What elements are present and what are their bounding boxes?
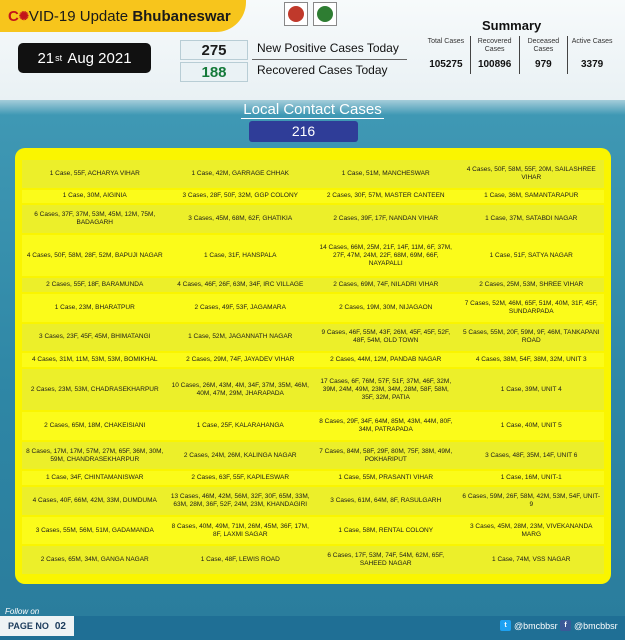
table-row bbox=[22, 353, 604, 367]
follow-on-label: Follow on bbox=[5, 607, 40, 616]
table-cell: 1 Case, 36M, SAMANTARAPUR bbox=[459, 190, 605, 204]
bmc-logo-icon bbox=[313, 2, 337, 26]
title-c: C bbox=[8, 7, 19, 25]
title-city: Bhubaneswar bbox=[132, 7, 231, 25]
table-row bbox=[22, 235, 604, 276]
table-cell: 2 Cases, 55F, 18F, BARAMUNDA bbox=[22, 278, 168, 292]
table-cell: 1 Case, 51F, SATYA NAGAR bbox=[459, 235, 605, 276]
table-cell: 1 Case, 58M, RENTAL COLONY bbox=[313, 517, 459, 545]
table-cell: 3 Cases, 23F, 45F, 45M, BHIMATANGI bbox=[22, 324, 168, 352]
table-row bbox=[22, 190, 604, 204]
table-cell: 4 Cases, 50F, 58M, 28F, 52M, BAPUJI NAGAR bbox=[22, 235, 168, 276]
table-cell: 1 Case, 48F, LEWIS ROAD bbox=[168, 546, 314, 574]
new-positive-label: New Positive Cases Today bbox=[257, 41, 399, 55]
table-cell: 7 Cases, 84M, 58F, 29F, 80M, 75F, 38M, 49M, POKHARIPUT bbox=[313, 442, 459, 470]
table-cell: 1 Case, 37M, SATABDI NAGAR bbox=[459, 205, 605, 233]
summary-table bbox=[422, 36, 616, 74]
page-number-box bbox=[0, 616, 74, 636]
date-rest: Aug 2021 bbox=[67, 49, 132, 67]
facebook-link[interactable] bbox=[560, 620, 618, 631]
table-cell: 4 Cases, 31M, 11M, 53M, 53M, BOMIKHAL bbox=[22, 353, 168, 367]
table-cell: 3 Cases, 48F, 35M, 14F, UNIT 6 bbox=[459, 442, 605, 470]
summary-value: 100896 bbox=[477, 59, 512, 70]
title-covid: VID-19 Update bbox=[28, 7, 129, 25]
page-label: PAGE NO bbox=[8, 621, 49, 631]
odisha-logo-icon bbox=[284, 2, 308, 26]
table-cell: 17 Cases, 6F, 76M, 57F, 51F, 37M, 46F, 32M, 39M, 24M, 49M, 23M, 34M, 28M, 58F, 58M, 35F, 32M, PATIA bbox=[313, 369, 459, 410]
virus-icon: ✺ bbox=[18, 9, 29, 23]
table-cell: 2 Cases, 24M, 26M, KALINGA NAGAR bbox=[168, 442, 314, 470]
table-cell: 3 Cases, 28F, 50F, 32M, GGP COLONY bbox=[168, 190, 314, 204]
page-number: 02 bbox=[54, 620, 66, 632]
table-cell: 13 Cases, 46M, 42M, 56M, 32F, 30F, 65M, 33M, 63M, 28M, 36F, 52F, 24M, 23M, KHANDAGIRI bbox=[168, 487, 314, 515]
table-cell: 1 Case, 40M, UNIT 5 bbox=[459, 412, 605, 440]
table-row bbox=[22, 160, 604, 188]
table-row bbox=[22, 517, 604, 545]
table-cell: 4 Cases, 50F, 58M, 55F, 20M, SAILASHREE VIHAR bbox=[459, 160, 605, 188]
page-title bbox=[0, 0, 246, 32]
table-cell: 2 Cases, 65M, 34M, GANGA NAGAR bbox=[22, 546, 168, 574]
table-cell: 1 Case, 34F, CHINTAMANISWAR bbox=[22, 471, 168, 485]
table-cell: 10 Cases, 26M, 43M, 4M, 34F, 37M, 35M, 46M, 40M, 47M, 29M, JHARAPADA bbox=[168, 369, 314, 410]
new-positive-count: 275 bbox=[180, 40, 248, 60]
summary-value: 3379 bbox=[581, 59, 604, 70]
table-cell: 2 Cases, 49F, 53F, JAGAMARA bbox=[168, 294, 314, 322]
cases-table-body bbox=[22, 160, 604, 574]
cases-panel bbox=[15, 148, 611, 584]
table-cell: 6 Cases, 37F, 37M, 53M, 45M, 12M, 75M, BADAGARH bbox=[22, 205, 168, 233]
table-cell: 1 Case, 39M, UNIT 4 bbox=[459, 369, 605, 410]
table-cell: 6 Cases, 17F, 53M, 74F, 54M, 62M, 65F, SAHEED NAGAR bbox=[313, 546, 459, 574]
table-cell: 3 Cases, 45M, 28M, 23M, VIVEKANANDA MARG bbox=[459, 517, 605, 545]
summary-title: Summary bbox=[482, 18, 542, 33]
table-row bbox=[22, 487, 604, 515]
table-row bbox=[22, 412, 604, 440]
table-row bbox=[22, 278, 604, 292]
table-cell: 1 Case, 52M, JAGANNATH NAGAR bbox=[168, 324, 314, 352]
table-row bbox=[22, 471, 604, 485]
table-cell: 2 Cases, 25M, 53M, SHREE VIHAR bbox=[459, 278, 605, 292]
summary-value: 979 bbox=[535, 59, 552, 70]
table-cell: 1 Case, 23M, BHARATPUR bbox=[22, 294, 168, 322]
summary-label: Active Cases bbox=[571, 38, 613, 45]
facebook-icon: f bbox=[560, 620, 571, 631]
table-cell: 1 Case, 30M, AIGINIA bbox=[22, 190, 168, 204]
summary-label: Deceased Cases bbox=[527, 38, 560, 53]
table-cell: 8 Cases, 40M, 49M, 71M, 26M, 45M, 36F, 17M, 8F, LAXMI SAGAR bbox=[168, 517, 314, 545]
summary-label: Recovered Cases bbox=[477, 38, 512, 53]
table-cell: 1 Case, 31F, HANSPALA bbox=[168, 235, 314, 276]
table-cell: 2 Cases, 39F, 17F, NANDAN VIHAR bbox=[313, 205, 459, 233]
table-cell: 2 Cases, 63F, 55F, KAPILESWAR bbox=[168, 471, 314, 485]
table-cell: 1 Case, 55F, ACHARYA VIHAR bbox=[22, 160, 168, 188]
table-cell: 14 Cases, 66M, 25M, 21F, 14F, 11M, 6F, 37M, 27F, 47M, 24M, 22F, 68M, 69M, 66F, NAYAPALLI bbox=[313, 235, 459, 276]
facebook-handle: @bmcbbsr bbox=[574, 620, 618, 631]
table-cell: 2 Cases, 69M, 74F, NILADRI VIHAR bbox=[313, 278, 459, 292]
table-cell: 3 Cases, 55M, 56M, 51M, GADAMANDA bbox=[22, 517, 168, 545]
table-cell: 1 Case, 16M, UNIT-1 bbox=[459, 471, 605, 485]
summary-active bbox=[567, 36, 616, 74]
logos bbox=[284, 2, 337, 26]
table-row bbox=[22, 442, 604, 470]
table-cell: 1 Case, 25F, KALARAHANGA bbox=[168, 412, 314, 440]
table-cell: 9 Cases, 46F, 55M, 43F, 26M, 45F, 45F, 52F, 48F, 54M, OLD TOWN bbox=[313, 324, 459, 352]
table-row bbox=[22, 546, 604, 574]
cases-table bbox=[22, 158, 604, 576]
local-contact-count: 216 bbox=[249, 121, 358, 142]
table-cell: 1 Case, 51M, MANCHESWAR bbox=[313, 160, 459, 188]
table-cell: 5 Cases, 55M, 20F, 59M, 9F, 46M, TANKAPANI ROAD bbox=[459, 324, 605, 352]
table-cell: 3 Cases, 45M, 68M, 62F, GHATIKIA bbox=[168, 205, 314, 233]
divider bbox=[252, 59, 407, 60]
local-contact-title bbox=[0, 101, 625, 118]
table-cell: 8 Cases, 17M, 17M, 57M, 27M, 65F, 36M, 30M, 59M, CHANDRASEKHARPUR bbox=[22, 442, 168, 470]
table-cell: 6 Cases, 59M, 26F, 58M, 42M, 53M, 54F, UNIT-9 bbox=[459, 487, 605, 515]
date-box bbox=[18, 43, 151, 73]
table-cell: 2 Cases, 29M, 74F, JAYADEV VIHAR bbox=[168, 353, 314, 367]
table-cell: 2 Cases, 65M, 18M, CHAKEISIANI bbox=[22, 412, 168, 440]
table-cell: 4 Cases, 38M, 54F, 38M, 32M, UNIT 3 bbox=[459, 353, 605, 367]
recovered-count: 188 bbox=[180, 62, 248, 82]
table-cell: 2 Cases, 30F, 57M, MASTER CANTEEN bbox=[313, 190, 459, 204]
table-row bbox=[22, 324, 604, 352]
table-row bbox=[22, 205, 604, 233]
twitter-handle: @bmcbbsr bbox=[514, 620, 558, 631]
table-cell: 3 Cases, 61M, 64M, 8F, RASULGARH bbox=[313, 487, 459, 515]
table-cell: 7 Cases, 52M, 46M, 65F, 51M, 40M, 31F, 45F, SUNDARPADA bbox=[459, 294, 605, 322]
local-contact-title-text: Local Contact Cases bbox=[243, 101, 382, 118]
date-day: 21 bbox=[37, 49, 55, 67]
table-cell: 1 Case, 74M, VSS NAGAR bbox=[459, 546, 605, 574]
table-cell: 2 Cases, 23M, 53M, CHADRASEKHARPUR bbox=[22, 369, 168, 410]
table-cell: 8 Cases, 29F, 34F, 64M, 85M, 43M, 44M, 80F, 34M, PATRAPADA bbox=[313, 412, 459, 440]
table-cell: 2 Cases, 19M, 30M, NIJAGAON bbox=[313, 294, 459, 322]
date-suffix: st bbox=[55, 53, 63, 63]
table-row bbox=[22, 369, 604, 410]
summary-value: 105275 bbox=[429, 59, 463, 70]
summary-label: Total Cases bbox=[427, 38, 465, 45]
summary-deceased bbox=[519, 36, 568, 74]
table-cell: 1 Case, 55M, PRASANTI VIHAR bbox=[313, 471, 459, 485]
table-cell: 2 Cases, 44M, 12M, PANDAB NAGAR bbox=[313, 353, 459, 367]
table-cell: 4 Cases, 40F, 66M, 42M, 33M, DUMDUMA bbox=[22, 487, 168, 515]
table-cell: 1 Case, 42M, GARRAGE CHHAK bbox=[168, 160, 314, 188]
twitter-link[interactable] bbox=[500, 620, 558, 631]
table-cell: 4 Cases, 46F, 26F, 63M, 34F, IRC VILLAGE bbox=[168, 278, 314, 292]
recovered-label: Recovered Cases Today bbox=[257, 63, 388, 77]
summary-total bbox=[422, 36, 470, 74]
summary-recovered bbox=[470, 36, 519, 74]
table-row bbox=[22, 294, 604, 322]
twitter-icon: t bbox=[500, 620, 511, 631]
